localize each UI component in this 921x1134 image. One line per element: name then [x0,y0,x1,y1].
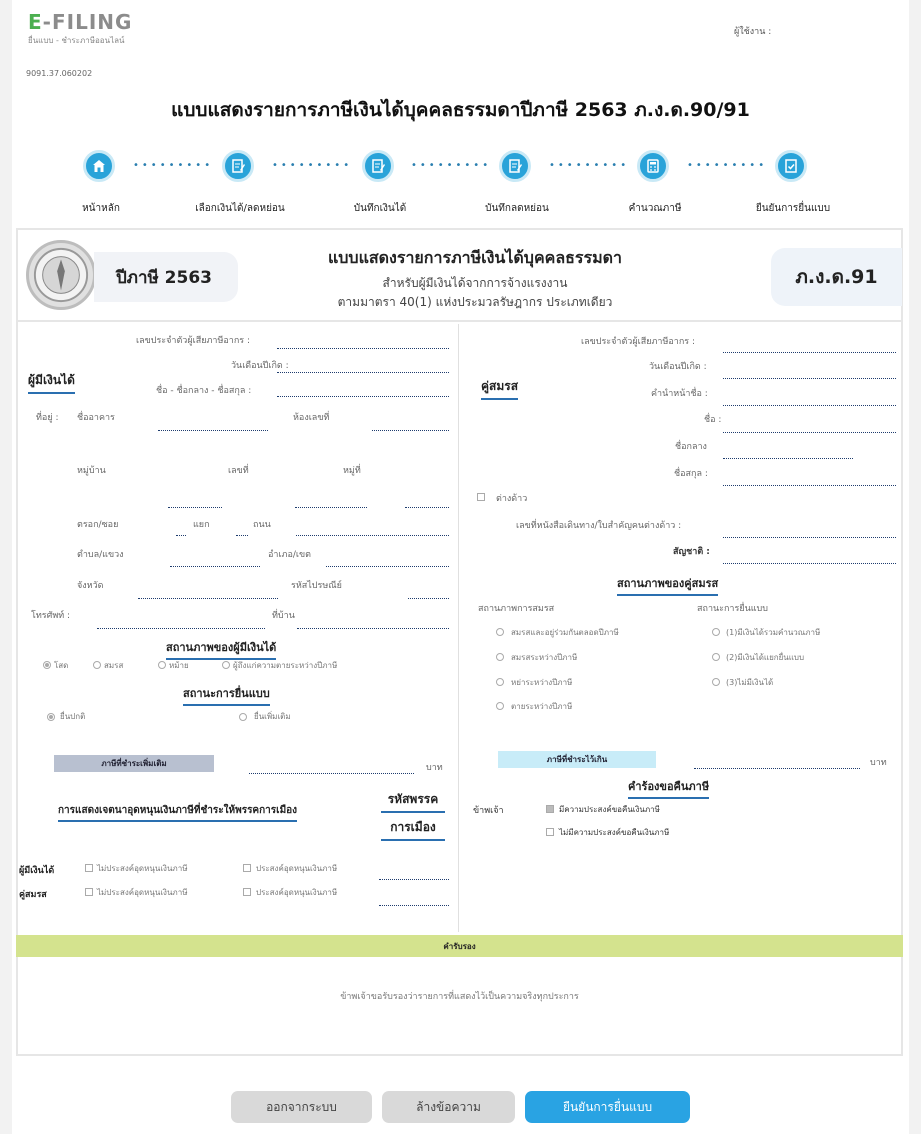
step-label-home[interactable]: หน้าหลัก [82,203,120,214]
logo-text: -FILING [42,10,133,34]
banner-title: แบบแสดงรายการภาษีเงินได้บุคคลธรรมดา [327,248,623,267]
logout-button[interactable]: ออกจากระบบ [231,1091,372,1123]
status-deceased-label: ผู้ถึงแก่ความตายระหว่างปีภาษี [233,661,338,670]
column-divider [458,324,459,932]
province-label: จังหวัด [77,581,104,591]
spouse-middle-input[interactable] [723,458,853,459]
spouse-first-input[interactable] [723,432,896,433]
certification-bar: คำรับรอง [16,935,903,957]
extra-tax-tag: ภาษีที่ชำระเพิ่มเติม [54,755,214,772]
spouse-party-code-input[interactable] [379,905,449,906]
party-code-line-2: การเมือง [381,818,445,841]
refund-lead-label: ข้าพเจ้า [473,806,504,816]
step-label-calculate[interactable]: คำนวณภาษี [628,203,682,214]
subdistrict-input[interactable] [170,566,260,567]
marital-deceased-radio[interactable] [496,702,504,710]
left-rail [0,0,12,1134]
district-label: อำเภอ/เขต [268,550,311,560]
banner-subtitle-1: สำหรับผู้มีเงินได้จากการจ้างแรงงาน [382,276,568,290]
form-edit-icon[interactable] [499,150,531,182]
status-widow-radio[interactable] [158,661,166,669]
income-separate-label: (2)มีเงินได้แยกยื่นแบบ [726,653,805,662]
marital-status-heading: สถานภาพการสมรส [478,604,555,614]
marital-married-during-radio[interactable] [496,653,504,661]
income-combined-radio[interactable] [712,628,720,636]
room-label: ห้องเลขที่ [293,413,330,423]
refund-yes-checkbox[interactable] [546,805,554,813]
step-connector: ••••••••• [133,160,214,171]
name-label: ชื่อ - ชื่อกลาง - ชื่อสกุล : [156,386,252,396]
spouse-status-title: สถานภาพของคู่สมรส [617,574,718,596]
donation-payer-label: ผู้มีเงินได้ [19,866,55,876]
extra-tax-input[interactable] [249,773,414,774]
overpaid-baht-label: บาท [870,758,887,768]
efiling-logo [28,10,132,47]
step-label-confirm[interactable]: ยืนยันการยื่นแบบ [755,203,831,214]
party-donation-title: การแสดงเจตนาอุดหนุนเงินภาษีที่ชำระให้พรรคการเมือง [58,803,297,822]
home-phone-input[interactable] [297,628,449,629]
spouse-prefix-label: คำนำหน้าชื่อ : [651,389,708,399]
income-separate-radio[interactable] [712,653,720,661]
house-no-input[interactable] [295,507,367,508]
page-title: แบบแสดงรายการภาษีเงินได้บุคคลธรรมดาปีภาษี 2563 ภ.ง.ด.90/91 [171,99,750,121]
postcode-label: รหัสไปรษณีย์ [291,581,342,591]
step-connector: ••••••••• [549,160,630,171]
donation-spouse-label: คู่สมรส [19,890,47,900]
status-single-radio[interactable] [43,661,51,669]
foreigner-label: ต่างด้าว [496,494,528,504]
passport-input[interactable] [723,537,896,538]
name-input[interactable] [277,396,449,397]
passport-label: เลขที่หนังสือเดินทาง/ใบสำคัญคนต่างด้าว : [516,521,682,531]
filing-additional-label: ยื่นเพิ่มเติม [254,712,291,721]
nationality-label: สัญชาติ : [673,547,710,557]
filing-normal-label: ยื่นปกติ [60,712,86,721]
step-label-record-income[interactable]: บันทึกเงินได้ [353,203,407,214]
confirm-filing-button[interactable]: ยืนยันการยื่นแบบ [525,1091,690,1123]
party-code-line-1: รหัสพรรค [381,790,445,813]
village-input[interactable] [168,507,222,508]
logo-e: E [28,10,43,34]
spouse-birth-label: วันเดือนปีเกิด : [649,362,707,372]
form-edit-icon[interactable] [222,150,254,182]
home-phone-label: ที่บ้าน [272,611,295,621]
taxpayer-section-title: ผู้มีเงินได้ [28,371,75,394]
calculator-icon[interactable] [637,150,669,182]
refund-yes-label: มีความประสงค์ขอคืนเงินภาษี [559,805,660,814]
district-input[interactable] [326,566,449,567]
phone-label: โทรศัพท์ : [31,611,71,621]
marital-together-radio[interactable] [496,628,504,636]
certification-text: ข้าพเจ้าขอรับรองว่ารายการที่แสดงไว้เป็นความจริงทุกประการ [340,992,579,1002]
form-edit-icon[interactable] [362,150,394,182]
tax-id-input[interactable] [277,348,449,349]
building-label: ชื่ออาคาร [77,413,115,423]
taxpayer-status-title: สถานภาพของผู้มีเงินได้ [166,638,276,660]
road-input[interactable] [296,535,449,536]
marital-married-during-label: สมรสระหว่างปีภาษี [511,653,578,662]
spouse-no-support-checkbox[interactable] [85,888,93,896]
phone-input[interactable] [97,628,265,629]
status-deceased-radio[interactable] [222,661,230,669]
document-code: 9091.37.060202 [26,69,93,78]
refund-no-checkbox[interactable] [546,828,554,836]
step-label-select-income[interactable]: เลือกเงินได้/ลดหย่อน [195,203,285,214]
right-rail [909,0,921,1134]
nationality-input[interactable] [723,563,896,564]
spouse-no-support-label: ไม่ประสงค์อุดหนุนเงินภาษี [97,888,188,897]
foreigner-checkbox[interactable] [477,493,485,501]
status-married-radio[interactable] [93,661,101,669]
home-icon[interactable] [83,150,115,182]
income-none-label: (3)ไม่มีเงินได้ [726,678,774,687]
refund-no-label: ไม่มีความประสงค์ขอคืนเงินภาษี [559,828,670,837]
status-single-label: โสด [54,661,69,670]
room-input[interactable] [372,430,449,431]
filing-status-title: สถานะการยื่นแบบ [183,684,270,706]
moo-input[interactable] [405,507,449,508]
province-input[interactable] [138,598,278,599]
soi-input[interactable] [176,535,186,536]
birth-label: วันเดือนปีเกิด : [231,361,289,371]
soi-label: ตรอก/ซอย [77,520,119,530]
step-connector: ••••••••• [687,160,768,171]
spouse-support-label: ประสงค์อุดหนุนเงินภาษี [256,888,338,897]
spouse-last-label: ชื่อสกุล : [674,469,708,479]
payer-support-checkbox[interactable] [243,864,251,872]
logo-subtitle: ยื่นแบบ - ชำระภาษีออนไลน์ [28,36,125,45]
house-no-label: เลขที่ [228,466,249,476]
marital-divorced-radio[interactable] [496,678,504,686]
payer-no-support-checkbox[interactable] [85,864,93,872]
payer-support-label: ประสงค์อุดหนุนเงินภาษี [256,864,338,873]
address-label: ที่อยู่ : [36,413,59,423]
clear-button[interactable]: ล้างข้อความ [382,1091,515,1123]
birth-input[interactable] [277,372,449,373]
income-status-heading: สถานะการยื่นแบบ [697,604,768,614]
marital-deceased-label: ตายระหว่างปีภาษี [511,702,573,711]
subdistrict-label: ตำบล/แขวง [77,550,124,560]
spouse-middle-label: ชื่อกลาง [675,442,707,452]
step-connector: ••••••••• [272,160,353,171]
step-connector: ••••••••• [411,160,492,171]
spouse-first-label: ชื่อ : [704,415,722,425]
party-code-heading [381,790,445,841]
form-code-badge: ภ.ง.ด.91 [771,248,902,306]
spouse-tax-id-input[interactable] [723,352,896,353]
postcode-input[interactable] [408,598,449,599]
yaek-input[interactable] [236,535,248,536]
spouse-birth-input[interactable] [723,378,896,379]
marital-together-label: สมรสและอยู่ร่วมกันตลอดปีภาษี [511,628,619,637]
building-input[interactable] [158,430,268,431]
village-label: หมู่บ้าน [77,466,106,476]
spouse-tax-id-label: เลขประจำตัวผู้เสียภาษีอากร : [581,337,696,347]
banner-subtitle-2: ตามมาตรา 40(1) แห่งประมวลรัษฎากร ประเภทเดียว [337,295,613,309]
document-check-icon[interactable] [775,150,807,182]
refund-request-title: คำร้องขอคืนภาษี [628,777,709,799]
status-widow-label: หม้าย [169,661,189,670]
road-label: ถนน [253,520,271,530]
filing-normal-radio[interactable] [47,713,55,721]
marital-divorced-label: หย่าระหว่างปีภาษี [511,678,573,687]
tax-year-badge: ปีภาษี 2563 [94,252,238,302]
spouse-support-checkbox[interactable] [243,888,251,896]
payer-no-support-label: ไม่ประสงค์อุดหนุนเงินภาษี [97,864,188,873]
revenue-department-seal [26,240,96,310]
tax-id-label: เลขประจำตัวผู้เสียภาษีอากร : [136,336,251,346]
overpaid-tax-input[interactable] [694,768,860,769]
overpaid-tax-tag: ภาษีที่ชำระไว้เกิน [498,751,656,768]
payer-party-code-input[interactable] [379,879,449,880]
step-label-record-deduction[interactable]: บันทึกลดหย่อน [485,203,549,214]
yaek-label: แยก [193,520,210,530]
filing-additional-radio[interactable] [239,713,247,721]
moo-label: หมู่ที่ [343,466,361,476]
status-married-label: สมรส [104,661,124,670]
income-combined-label: (1)มีเงินได้รวมคำนวณภาษี [726,628,821,637]
user-label: ผู้ใช้งาน : [734,27,772,37]
income-none-radio[interactable] [712,678,720,686]
extra-tax-baht-label: บาท [426,763,443,773]
spouse-last-input[interactable] [723,485,896,486]
spouse-section-title: คู่สมรส [481,377,518,400]
spouse-prefix-input[interactable] [723,405,896,406]
